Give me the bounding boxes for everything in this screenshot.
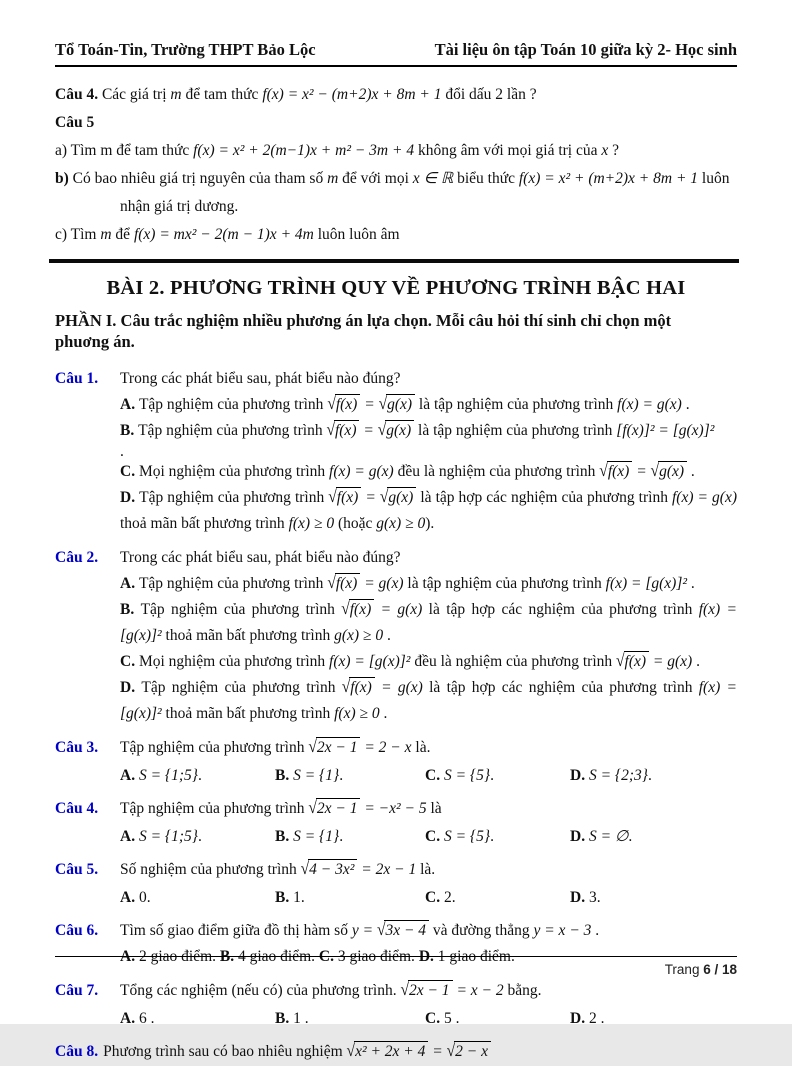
question-4-label: Câu 4. <box>55 800 99 817</box>
question-1-option-b: B. Tập nghiệm của phương trình √f(x) = √g(x) là tập nghiệm của phương trình [f(x)]² = [g(x)]² <box>120 418 737 444</box>
question-8 <box>55 1039 737 1065</box>
question-3-stem: Tập nghiệm của phương trình √2x − 1 = 2 − x là. <box>120 735 737 761</box>
question-1-body <box>120 366 737 537</box>
radical-sign: √ <box>341 677 351 697</box>
footer-page-label: Trang <box>664 962 704 977</box>
radical-expression: √f(x) <box>326 418 359 444</box>
question-2-label: Câu 2. <box>55 549 99 566</box>
question-5-option-c: C. 2. <box>425 889 456 906</box>
radical-sign: √ <box>400 980 409 1000</box>
radical-sign: √ <box>376 920 386 940</box>
question-7-label: Câu 7. <box>55 982 99 999</box>
question-7-option-c: C. 5 . <box>425 1010 460 1027</box>
question-3-options-row <box>120 763 737 788</box>
question-2-option-a: A. Tập nghiệm của phương trình √f(x) = g(x) là tập nghiệm của phương trình f(x) = [g(x)]² . <box>120 571 737 597</box>
radical-sign: √ <box>326 420 335 440</box>
radical-expression: √f(x) <box>327 392 360 418</box>
radical-sign: √ <box>616 651 625 671</box>
radical-sign: √ <box>377 420 387 440</box>
radical-sign: √ <box>327 394 336 414</box>
intro-line-a: a) Tìm m để tam thức f(x) = x² + 2(m−1)x + m² − 3m + 4 không âm với mọi giá trị của x ? <box>55 142 620 159</box>
radical-sign: √ <box>308 737 317 757</box>
radical-sign: √ <box>328 487 337 507</box>
question-3-label: Câu 3. <box>55 739 99 756</box>
question-2-body <box>120 545 737 727</box>
question-6-options-line: A. 2 giao điểm. B. 4 giao điểm. C. 3 giao điểm. D. 1 giao điểm. <box>120 948 515 965</box>
question-4-option-d: D. S = ∅. <box>570 828 633 845</box>
radical-expression: √g(x) <box>378 418 414 444</box>
radical-expression: √g(x) <box>380 485 416 511</box>
question-6-stem: Tìm số giao điểm giữa đồ thị hàm số y = √3x − 4 và đường thẳng y = x − 3 . <box>120 918 737 944</box>
question-4-options-row <box>120 824 737 849</box>
radical-expression: √f(x) <box>599 459 632 485</box>
page-header <box>55 40 737 67</box>
radical-sign: √ <box>379 487 389 507</box>
question-1-option-a: A. Tập nghiệm của phương trình √f(x) = √g(x) là tập nghiệm của phương trình f(x) = g(x) . <box>120 392 737 418</box>
section-title: BÀI 2. PHƯƠNG TRÌNH QUY VỀ PHƯƠNG TRÌNH BẬC HAI <box>106 277 686 299</box>
question-3-option-b: B. S = {1}. <box>275 767 344 784</box>
radical-sign: √ <box>599 461 608 481</box>
radical-expression: √f(x) <box>327 571 360 597</box>
question-3-option-a: A. S = {1;5}. <box>120 767 202 784</box>
radical-expression: √2x − 1 <box>400 978 452 1004</box>
radical-expression: √g(x) <box>651 459 687 485</box>
radical-sign: √ <box>650 461 660 481</box>
intro-line-b: b) Có bao nhiêu giá trị nguyên của tham số m để với mọi x ∈ ℝ biểu thức f(x) = x² + (m+2)x + 8m + 1 luôn <box>55 170 730 187</box>
question-2-stem: Trong các phát biểu sau, phát biểu nào đúng? <box>120 549 401 566</box>
radical-expression: √x² + 2x + 4 <box>347 1039 429 1065</box>
question-4-stem: Tập nghiệm của phương trình √2x − 1 = −x² − 5 là <box>120 796 737 822</box>
part-heading: PHẦN I. Câu trắc nghiệm nhiều phương án lựa chọn. Mỗi câu hỏi thí sinh chỉ chọn một phuơng án. <box>55 311 672 351</box>
question-7-stem: Tổng các nghiệm (nếu có) của phương trình. √2x − 1 = x − 2 bằng. <box>120 978 737 1004</box>
question-5-body <box>120 857 737 910</box>
question-7-option-b: B. 1 . <box>275 1010 309 1027</box>
question-2-option-d: D. Tập nghiệm của phương trình √f(x) = g(x) là tập hợp các nghiệm của phương trình f(x) = [g(x)]² thoả mãn bất phương trình f(x) ≥ 0 . <box>120 675 737 727</box>
header-left-text: Tổ Toán-Tin, Trường THPT Bảo Lộc <box>55 40 316 59</box>
question-5-option-a: A. 0. <box>120 889 151 906</box>
radical-expression: √2 − x <box>447 1039 491 1065</box>
question-1-stem: Trong các phát biểu sau, phát biểu nào đúng? <box>120 370 401 387</box>
question-3-option-d: D. S = {2;3}. <box>570 767 652 784</box>
page-footer <box>55 956 737 977</box>
header-right-text: Tài liệu ôn tập Toán 10 giữa kỳ 2- Học sinh <box>434 40 737 59</box>
question-3-body <box>120 735 737 788</box>
question-3 <box>55 735 737 788</box>
question-8-stem: Phương trình sau có bao nhiêu nghiệm √x² + 2x + 4 = √2 − x <box>103 1043 491 1060</box>
intro-line-cau4: Câu 4. Các giá trị m để tam thức f(x) = x² − (m+2)x + 8m + 1 đổi dấu 2 lần ? <box>55 86 537 103</box>
radical-sign: √ <box>300 859 310 879</box>
intro-block <box>55 83 737 246</box>
question-7-body <box>120 978 737 1031</box>
radical-sign: √ <box>327 573 336 593</box>
question-5-stem: Số nghiệm của phương trình √4 − 3x² = 2x − 1 là. <box>120 857 737 883</box>
radical-sign: √ <box>346 1041 356 1061</box>
radical-expression: √4 − 3x² <box>301 857 358 883</box>
intro-line-c: c) Tìm m để f(x) = mx² − 2(m − 1)x + 4m luôn luôn âm <box>55 226 400 243</box>
question-4 <box>55 796 737 849</box>
question-4-option-c: C. S = {5}. <box>425 828 494 845</box>
radical-sign: √ <box>341 599 350 619</box>
radical-expression: √2x − 1 <box>308 735 360 761</box>
question-8-label: Câu 8. <box>55 1043 99 1060</box>
question-4-option-b: B. S = {1}. <box>275 828 344 845</box>
radical-sign: √ <box>308 798 317 818</box>
question-1-label: Câu 1. <box>55 370 99 387</box>
question-1-option-d: D. Tập nghiệm của phương trình √f(x) = √g(x) là tập hợp các nghiệm của phương trình f(x) = g(x) thoả mãn bất phương trình f(x) ≥ 0 (hoặc g(x) ≥ 0). <box>120 485 737 537</box>
question-1-option-b-period: . <box>120 443 124 460</box>
radical-expression: √3x − 4 <box>377 918 429 944</box>
radical-expression: √f(x) <box>616 649 649 675</box>
question-5 <box>55 857 737 910</box>
question-2 <box>55 545 737 727</box>
question-5-option-d: D. 3. <box>570 889 601 906</box>
question-7-option-d: D. 2 . <box>570 1010 605 1027</box>
question-5-options-row <box>120 885 737 910</box>
question-7-option-a: A. 6 . <box>120 1010 155 1027</box>
intro-line-b-cont: nhận giá trị dương. <box>120 198 239 215</box>
radical-expression: √g(x) <box>379 392 415 418</box>
question-2-option-b: B. Tập nghiệm của phương trình √f(x) = g(x) là tập hợp các nghiệm của phương trình f(x) = [g(x)]² thoả mãn bất phương trình g(x) ≥ 0 . <box>120 597 737 649</box>
section-divider-bar <box>49 259 739 263</box>
question-4-body <box>120 796 737 849</box>
radical-expression: √f(x) <box>328 485 361 511</box>
question-1 <box>55 366 737 537</box>
question-5-option-b: B. 1. <box>275 889 305 906</box>
question-1-option-c: C. Mọi nghiệm của phương trình f(x) = g(x) đều là nghiệm của phương trình √f(x) = √g(x) . <box>120 459 737 485</box>
radical-sign: √ <box>378 394 388 414</box>
radical-sign: √ <box>446 1041 456 1061</box>
radical-expression: √2x − 1 <box>308 796 360 822</box>
footer-page-number: 6 / 18 <box>703 962 737 977</box>
question-2-option-c: C. Mọi nghiệm của phương trình f(x) = [g(x)]² đều là nghiệm của phương trình √f(x) = g(x) . <box>120 649 737 675</box>
intro-line-cau5: Câu 5 <box>55 114 95 131</box>
question-6-label: Câu 6. <box>55 922 99 939</box>
question-7 <box>55 978 737 1031</box>
radical-expression: √f(x) <box>342 675 375 701</box>
radical-expression: √f(x) <box>341 597 374 623</box>
question-7-options-row <box>120 1006 737 1031</box>
question-3-option-c: C. S = {5}. <box>425 767 494 784</box>
question-5-label: Câu 5. <box>55 861 99 878</box>
question-4-option-a: A. S = {1;5}. <box>120 828 202 845</box>
